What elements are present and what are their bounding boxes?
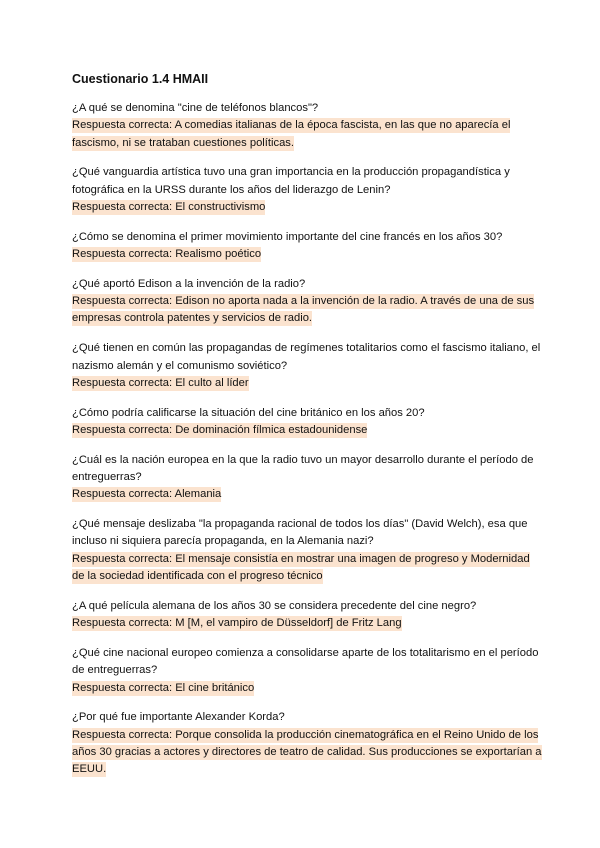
answer-block — [72, 117, 542, 152]
question-text: ¿Cuál es la nación europea en la que la radio tuvo un mayor desarrollo durante el período de entreguerras? — [72, 453, 534, 484]
qa-item-4 — [72, 276, 542, 328]
answer-text: Respuesta correcta: M [M, el vampiro de Düsseldorf] de Fritz Lang — [72, 617, 402, 630]
question-text: ¿Qué aportó Edison a la invención de la radio? — [72, 277, 306, 290]
answer-block — [72, 199, 542, 216]
answer-text: Respuesta correcta: El constructivismo — [72, 200, 266, 213]
qa-item-5 — [72, 340, 542, 392]
answer-block — [72, 293, 542, 328]
document-title: Cuestionario 1.4 HMAII — [72, 72, 209, 86]
qa-item-8 — [72, 516, 542, 585]
question-text: ¿Por qué fue importante Alexander Korda? — [72, 711, 285, 724]
question-text: ¿Qué mensaje deslizaba "la propaganda racional de todos los días" (David Welch), esa que incluso ni siquiera parecía propaganda, en la Alemania nazi? — [72, 518, 528, 548]
answer-block — [72, 680, 542, 697]
answer-text: Respuesta correcta: Edison no aporta nada a la invención de la radio. A través de una de sus empresas controla patentes y servicios de radio. — [72, 295, 535, 325]
answer-block — [72, 375, 542, 392]
qa-item-3 — [72, 229, 542, 264]
answer-text: Respuesta correcta: Realismo poético — [72, 248, 262, 261]
question-text: ¿A qué película alemana de los años 30 se considera precedente del cine negro? — [72, 599, 477, 612]
qa-item-11 — [72, 709, 542, 778]
answer-text: Respuesta correcta: El culto al líder — [72, 376, 249, 389]
question-text: ¿Cómo podría calificarse la situación del cine británico en los años 20? — [72, 406, 425, 419]
answer-block — [72, 246, 542, 263]
answer-block — [72, 615, 542, 632]
answer-block — [72, 486, 542, 503]
answer-text: Respuesta correcta: Porque consolida la producción cinematográfica en el Reino Unido de los años 30 gracias a actores y directores de teatro de calidad. Sus producciones se exportarían a EEUU. — [72, 728, 542, 776]
qa-item-9 — [72, 598, 542, 633]
document-body — [72, 70, 542, 791]
question-text: ¿A qué se denomina "cine de teléfonos blancos"? — [72, 102, 319, 114]
answer-text: Respuesta correcta: El mensaje consistía en mostrar una imagen de progreso y Modernidad de la sociedad identificada con el progreso técnico — [72, 552, 530, 583]
answer-text: Respuesta correcta: Alemania — [72, 488, 222, 501]
question-text: ¿Qué cine nacional europeo comienza a consolidarse aparte de los totalitarismo en el período de entreguerras? — [72, 646, 539, 677]
answer-block — [72, 551, 542, 586]
answer-text: Respuesta correcta: De dominación fílmica estadounidense — [72, 423, 368, 436]
qa-item-2 — [72, 164, 542, 216]
question-text: ¿Qué tienen en común las propagandas de regímenes totalitarios como el fascismo italiano, el nazismo alemán y el comunismo soviético? — [72, 342, 541, 372]
answer-text: Respuesta correcta: A comedias italianas de la época fascista, en las que no aparecía el fascismo, ni se trataban cuestiones políticas. — [72, 119, 511, 149]
question-text: ¿Cómo se denomina el primer movimiento importante del cine francés en los años 30? — [72, 230, 503, 243]
qa-item-10 — [72, 645, 542, 697]
answer-block — [72, 727, 542, 779]
qa-item-7 — [72, 452, 542, 504]
answer-text: Respuesta correcta: El cine británico — [72, 681, 255, 694]
answer-block — [72, 422, 542, 439]
qa-item-1 — [72, 100, 542, 152]
question-text: ¿Qué vanguardia artística tuvo una gran importancia en la producción propagandística y fotográfica en la URSS durante los años del liderazgo de Lenin? — [72, 166, 510, 196]
qa-item-6 — [72, 405, 542, 440]
